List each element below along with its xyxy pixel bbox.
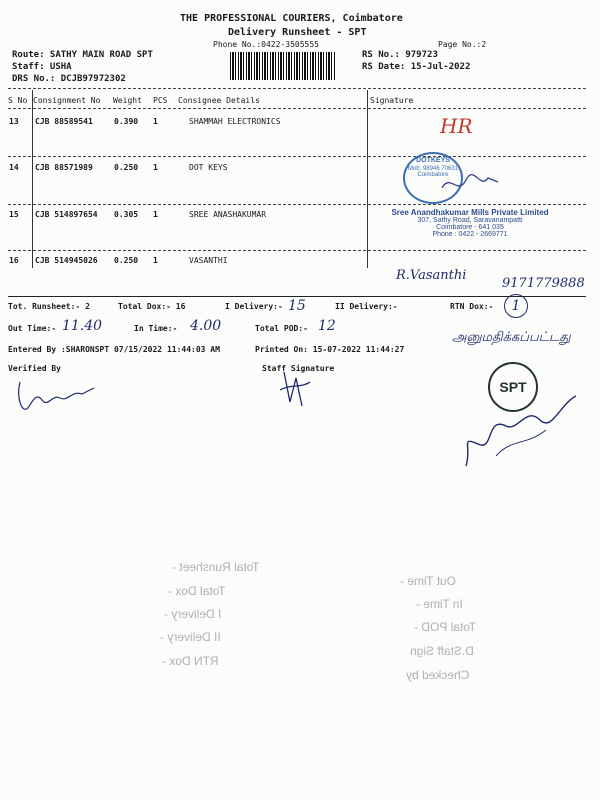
row-pcs: 1 bbox=[153, 256, 158, 265]
row-consignee: VASANTHI bbox=[189, 256, 228, 265]
entered-by: Entered By :SHARONSPT 07/15/2022 11:44:03 AM bbox=[8, 345, 220, 354]
row-pcs: 1 bbox=[153, 117, 158, 126]
drs-number: DRS No.: DCJB97972302 bbox=[12, 74, 126, 84]
tamil-handwriting: அனுமதிக்கப்பட்டது bbox=[452, 330, 571, 345]
stamp-company-name: Sree Anandhakumar Mills Private Limited bbox=[391, 208, 549, 217]
row-consignment: CJB 88571989 bbox=[35, 163, 93, 172]
row-sno: 13 bbox=[9, 117, 19, 126]
verified-by: Verified By bbox=[8, 364, 61, 373]
row-weight: 0.250 bbox=[114, 256, 139, 265]
row-pcs: 1 bbox=[153, 163, 158, 172]
rs-number: RS No.: 979723 bbox=[362, 50, 438, 60]
divider bbox=[8, 108, 586, 109]
barcode bbox=[230, 52, 336, 80]
row-weight: 0.390 bbox=[114, 117, 139, 126]
stamp-text: DOTKEYS bbox=[416, 157, 450, 164]
rtn-dox-value: 1 bbox=[504, 294, 528, 318]
total-pod-value: 12 bbox=[318, 318, 336, 334]
office-signature bbox=[456, 386, 586, 476]
rtn-dox: RTN Dox:- bbox=[450, 302, 494, 311]
out-time-value: 11.40 bbox=[62, 318, 103, 334]
i-delivery: I Delivery:- bbox=[225, 302, 283, 311]
row-consignment: CJB 514897654 bbox=[35, 210, 98, 219]
column-rule bbox=[367, 90, 368, 268]
total-dox: Total Dox:- 16 bbox=[118, 302, 186, 311]
stamp-address: 307, Sathy Road, Saravanampatti bbox=[417, 217, 523, 224]
verified-signature bbox=[12, 374, 102, 424]
divider bbox=[8, 296, 586, 297]
i-delivery-value: 15 bbox=[288, 298, 306, 314]
row-weight: 0.305 bbox=[114, 210, 139, 219]
staff-signature: Staff Signature bbox=[262, 364, 335, 373]
signature-name: R.Vasanthi bbox=[396, 268, 467, 283]
signature-hr: HR bbox=[440, 114, 473, 138]
divider bbox=[8, 156, 586, 157]
row-sno: 16 bbox=[9, 256, 19, 265]
bleed-text: II Delivery - bbox=[160, 630, 221, 644]
stamp-mobile: Mob: 98946 70631 bbox=[407, 166, 459, 172]
divider bbox=[8, 204, 586, 205]
col-sno: S No bbox=[8, 96, 28, 105]
bleed-text: Out Time - bbox=[400, 574, 457, 588]
stamp-city: Coimbatore - 641 035 bbox=[436, 224, 504, 231]
col-pcs: PCS bbox=[153, 96, 168, 105]
bleed-text: Total POD - bbox=[414, 620, 477, 634]
row-consignee: DOT KEYS bbox=[189, 163, 228, 172]
rs-date: RS Date: 15-Jul-2022 bbox=[362, 62, 471, 72]
row-consignee: SREE ANASHAKUMAR bbox=[189, 210, 267, 219]
signature-phone: 9171779888 bbox=[502, 276, 585, 291]
runsheet-subtitle: Delivery Runsheet - SPT bbox=[228, 27, 367, 38]
bleed-text: Total Runsheet - bbox=[172, 560, 260, 574]
bleed-text: In Time - bbox=[416, 597, 463, 611]
row-sno: 15 bbox=[9, 210, 19, 219]
col-weight: Weight bbox=[113, 96, 142, 105]
bleed-text: I Delivery - bbox=[164, 607, 222, 621]
row-pcs: 1 bbox=[153, 210, 158, 219]
bleed-text: RTN Dox - bbox=[162, 654, 219, 668]
stamp-phone: Phone : 0422 - 2669771 bbox=[432, 231, 508, 238]
row-consignment: CJB 88589541 bbox=[35, 117, 93, 126]
in-time: In Time:- bbox=[134, 324, 178, 333]
bleed-text: Checked by bbox=[406, 668, 470, 682]
divider bbox=[8, 250, 586, 251]
total-runsheet: Tot. Runsheet:- 2 bbox=[8, 302, 90, 311]
stamp-city: Coimbatore bbox=[417, 172, 449, 178]
divider bbox=[8, 88, 586, 89]
printed-on: Printed On: 15-07-2022 11:44:27 bbox=[255, 345, 405, 354]
row-consignment: CJB 514945026 bbox=[35, 256, 98, 265]
page-number: Page No.:2 bbox=[438, 40, 487, 49]
row-weight: 0.250 bbox=[114, 163, 139, 172]
ii-delivery: II Delivery:- bbox=[335, 302, 398, 311]
row-consignee: SHAMMAH ELECTRONICS bbox=[189, 117, 281, 126]
in-time-value: 4.00 bbox=[190, 318, 222, 334]
spt-stamp: SPT bbox=[488, 362, 538, 412]
company-stamp bbox=[384, 208, 556, 238]
col-consignment: Consignment No bbox=[33, 96, 101, 105]
company-title: THE PROFESSIONAL COURIERS, Coimbatore bbox=[180, 13, 403, 24]
phone-number: Phone No.:0422-3505555 bbox=[213, 40, 319, 49]
signature-scribble bbox=[440, 168, 500, 198]
col-consignee: Consignee Details bbox=[178, 96, 260, 105]
out-time: Out Time:- bbox=[8, 324, 57, 333]
route-label: Route: SATHY MAIN ROAD SPT bbox=[12, 50, 153, 60]
total-pod: Total POD:- bbox=[255, 324, 308, 333]
col-signature: Signature bbox=[370, 96, 414, 105]
bleed-text: Total Dox - bbox=[168, 584, 226, 598]
staff-label: Staff: USHA bbox=[12, 62, 72, 72]
row-sno: 14 bbox=[9, 163, 19, 172]
bleed-text: D.Staff Sign bbox=[410, 644, 474, 658]
column-rule bbox=[32, 90, 33, 268]
staff-signature-mark bbox=[276, 366, 316, 410]
